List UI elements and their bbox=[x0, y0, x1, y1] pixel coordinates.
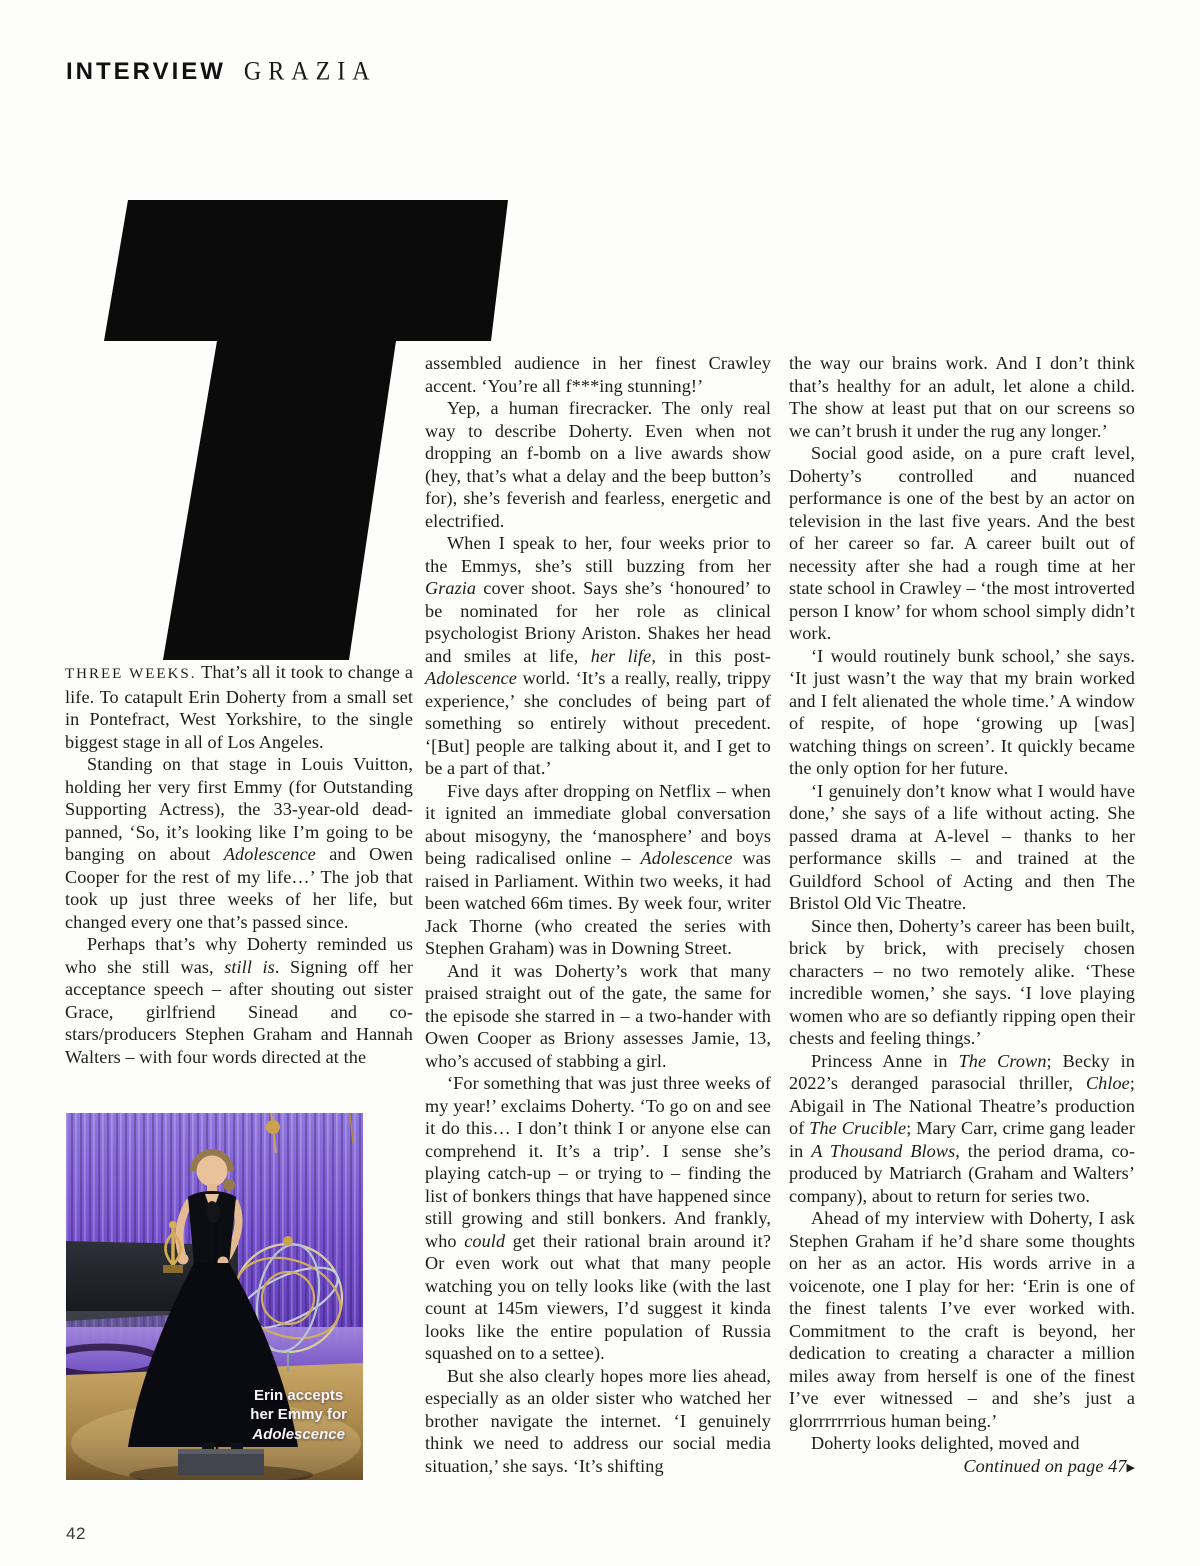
paragraph: THREE WEEKS. That’s all it took to change a life. To catapult Erin Doherty from a small set in Pontefract, West Yorkshire, to the single biggest stage in all of Los Angeles. bbox=[65, 662, 413, 752]
paragraph: Social good aside, on a pure craft level, Doherty’s controlled and nuanced performance is one of the best by an actor on television in the last five years. And the best of her career so far. A career built out of necessity after she had a rough time at her state school in Crawley – ‘the most introverted person I know’ for whom school simply didn’t work. bbox=[789, 443, 1135, 643]
paragraph: Yep, a human firecracker. The only real way to describe Doherty. Even when not dropping an f-bomb on a live awards show (hey, that’s what a delay and the beep button’s for), she’s feverish and fearless, energetic and electrified. bbox=[425, 398, 771, 531]
paragraph: Doherty looks delighted, moved and bbox=[811, 1433, 1080, 1453]
continued-label: Continued on page 47 bbox=[963, 1455, 1127, 1476]
paragraph: Ahead of my interview with Doherty, I ask Stephen Graham if he’d share some thoughts on her as an actor. His words arrive in a voicenote, one I play for her: ‘Erin is one of the finest talents I’ve ever worked with. Commitment to the craft is beyond, her dedication to creating a character a million miles away from herself is one of the finest I’ve ever witnessed – and she’s just a glorrrrrrrious human being.’ bbox=[789, 1208, 1135, 1431]
paragraph: ‘For something that was just three weeks of my year!’ exclaims Doherty. ‘To go on and see it do this… I don’t think I or anyone else can comprehend it. It’s a trip’. I sense she’s playing catch-up – or trying to – finding the list of bonkers things that have happened since still growing and still bonkers. And frankly, who could get their rational brain around it? Or even work out what that many people watching you on telly looks like (with the last count at 145m viewers, I’d suggest it kinda looks like the entire population of Russia squashed on to a settee). bbox=[425, 1073, 772, 1363]
paragraph: And it was Doherty’s work that many praised straight out of the gate, the same for the episode she starred in – a two-hander with Owen Cooper as Briony assesses Jamie, 13, who’s accused of stabbing a girl. bbox=[425, 960, 771, 1071]
article-column-2 bbox=[425, 352, 771, 1477]
caption-line-title: Adolescence bbox=[252, 1425, 345, 1443]
magazine-logo: GRAZIA bbox=[243, 57, 377, 86]
paragraph: When I speak to her, four weeks prior to the Emmys, she’s still buzzing from her Grazia cover shoot. Says she’s ‘honoured’ to be nominated for her role as clinical psychologist Briony Ariston. Shakes her head and smiles at life, her life, in this post-Adolescence world. ‘It’s a really, really, trippy experience,’ she concludes of being part of something so entirely without precedent. ‘[But] people are talking about it, and I get to be a part of that.’ bbox=[425, 533, 772, 778]
caption-line: her Emmy for bbox=[250, 1406, 347, 1423]
paragraph: Standing on that stage in Louis Vuitton, holding her very first Emmy (for Outstanding Supporting Actress), the 33-year-old dead-panned, ‘So, it’s looking like I’m going to be banging on about Adolescence and Owen Cooper for the rest of my life…’ The job that took up just three weeks of her life, but changed every one that’s passed since. bbox=[65, 754, 413, 932]
stage-step-box-top bbox=[178, 1449, 264, 1454]
paragraph: ‘I would routinely bunk school,’ she says. ‘It just wasn’t the way that my brain worked and I felt alienated the whole time.’ A window of respite, of hope ‘growing up [was] watching things on screen’. It quickly became the only option for her future. bbox=[789, 645, 1135, 778]
paragraph: But she also clearly hopes more lies ahead, especially as an older sister who watched her brother navigate the internet. ‘I genuinely think we need to address our social media situation,’ she says. ‘It’s shifting bbox=[425, 1365, 771, 1476]
section-label: INTERVIEW bbox=[66, 58, 226, 85]
paragraph: Princess Anne in The Crown; Becky in 2022’s deranged parasocial thriller, Chloe; Abigail in The National Theatre’s production of The Crucible; Mary Carr, crime gang leader in A Thousand Blows, the period drama, co-produced by Matriarch (Graham and Walters’ company), about to return for series two. bbox=[789, 1050, 1136, 1206]
photo-caption bbox=[250, 1386, 347, 1445]
paragraph: Perhaps that’s why Doherty reminded us who she still was, still is. Signing off her acceptance speech – after shouting out sister Grace, girlfriend Sinead and co-stars/producers Stephen Graham and Hannah Walters – with four words directed at the bbox=[65, 934, 413, 1067]
paragraph: assembled audience in her finest Crawley accent. ‘You’re all f***ing stunning!’ bbox=[425, 353, 771, 396]
article-column-3 bbox=[789, 352, 1135, 1479]
page-kicker bbox=[66, 58, 377, 86]
continued-note bbox=[789, 1455, 1135, 1480]
paragraph: Since then, Doherty’s career has been built, brick by brick, with precisely chosen characters – no two remotely alike. ‘These incredible women,’ she says. ‘I love playing women who are so defiantly ripping open their chests and feeling things.’ bbox=[789, 915, 1135, 1048]
article-column-1 bbox=[65, 661, 413, 1068]
face bbox=[197, 1156, 228, 1187]
emmy-stage-photo bbox=[66, 1113, 363, 1480]
paragraph: ‘I genuinely don’t know what I would have done,’ she says of a life without acting. She passed drama at A-level – thanks to her performance skills – and trained at the Guildford School of Acting and then The Bristol Old Vic Theatre. bbox=[789, 780, 1135, 913]
hair-bun bbox=[223, 1179, 235, 1191]
caption-line: Erin accepts bbox=[254, 1386, 344, 1404]
paragraph: Five days after dropping on Netflix – when it ignited an immediate global conversation about misogyny, the ‘manosphere’ and boys being radicalised online – Adolescence was raised in Parliament. Within two weeks, it had been watched 66m times. By week four, writer Jack Thorne (who created the series with Stephen Graham) was in Downing Street. bbox=[425, 780, 771, 958]
paragraph: the way our brains work. And I don’t think that’s healthy for an adult, let alone a child. The show at least put that on our screens so we can’t brush it under the rug any longer.’ bbox=[789, 353, 1135, 441]
continued-arrow-icon: ▶ bbox=[1126, 1461, 1135, 1474]
page-number: 42 bbox=[66, 1524, 86, 1543]
